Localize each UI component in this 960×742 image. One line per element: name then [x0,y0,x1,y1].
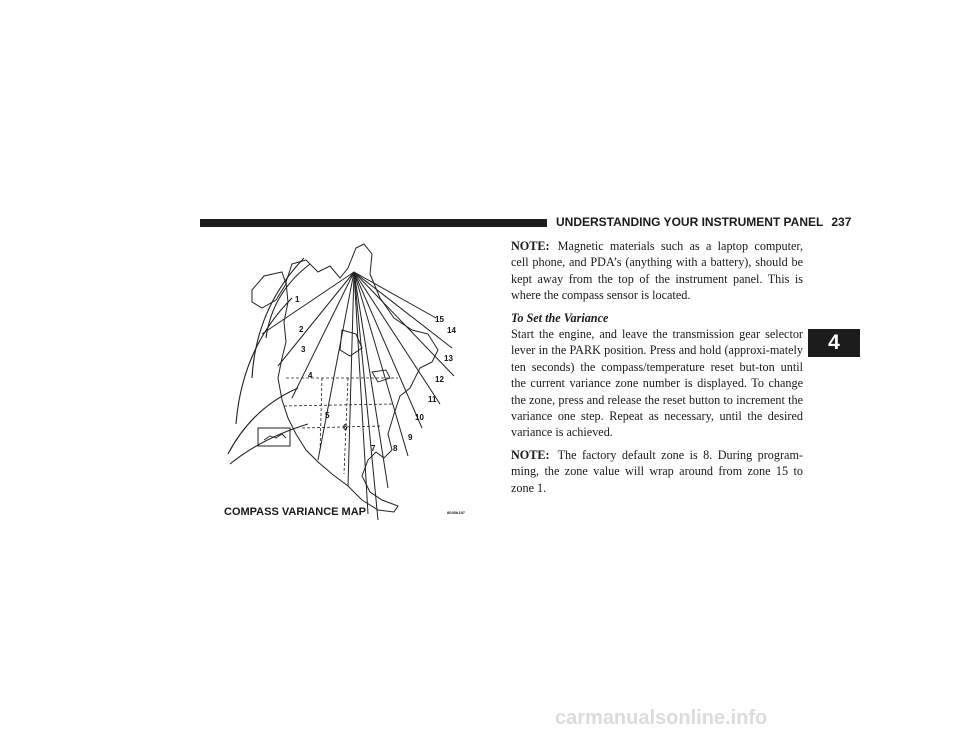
border-line [302,426,382,428]
instructions-paragraph: Start the engine, and leave the transmission gear selector lever in the PARK position. Press and hold (approxi-mately ten seconds) the compass/temperature reset but-ton until the current variance zone number is displayed. To change the zone, press and release the reset button to increment the variance one step. Repeat as necessary, until the desired variance is achieved. [511,327,803,440]
zone-line [354,272,436,318]
note-paragraph-2 [511,447,803,496]
note-text: The factory default zone is 8. During program-ming, the zone value will wrap around from zone 15 to zone 1. [511,447,803,495]
note-paragraph-1 [511,238,803,304]
zone-line [262,272,354,334]
zone-label-15: 15 [435,315,444,324]
zone-label-5: 5 [325,411,330,420]
great-lakes [372,370,390,382]
zone-label-14: 14 [447,326,456,335]
zone-label-9: 9 [408,433,413,442]
zone-label-1: 1 [295,295,300,304]
subheading: To Set the Variance [511,310,609,325]
zone-label-8: 8 [393,444,398,453]
zone-label-4: 4 [308,371,313,380]
running-header [556,214,852,230]
note-text: Magnetic materials such as a laptop computer, cell phone, and PDA’s (anything with a battery), should be kept away from the top of the instrument panel. This is where the compass sensor is located. [511,239,803,303]
figure-caption: COMPASS VARIANCE MAP [224,506,366,518]
greenland-outline [252,272,286,308]
zone-line [354,272,440,404]
header-rule [200,219,547,227]
note-label: NOTE: [511,239,550,253]
chapter-tab: 4 [808,329,860,357]
zone-line [318,272,354,460]
compass-variance-map-figure [222,238,480,524]
zone-label-12: 12 [435,375,444,384]
zone-label-7: 7 [371,444,376,453]
note-label: NOTE: [511,447,550,462]
body-text [511,238,803,502]
zone-line [348,272,354,486]
zone-label-6: 6 [343,423,348,432]
zone-arc [228,388,298,454]
zone-arc [230,424,308,464]
zone-label-13: 13 [444,354,453,363]
zone-label-10: 10 [415,413,424,422]
zone-label-2: 2 [299,325,304,334]
page-number: 237 [831,215,852,229]
figure-id: 8045b197 [447,510,466,515]
zone-line [354,272,452,348]
zone-line [292,272,354,398]
section-title: UNDERSTANDING YOUR INSTRUMENT PANEL [556,215,824,229]
watermark: carmanualsonline.info [555,707,768,729]
border-line [284,404,392,406]
zone-label-11: 11 [428,395,437,404]
zone-label-3: 3 [301,345,306,354]
